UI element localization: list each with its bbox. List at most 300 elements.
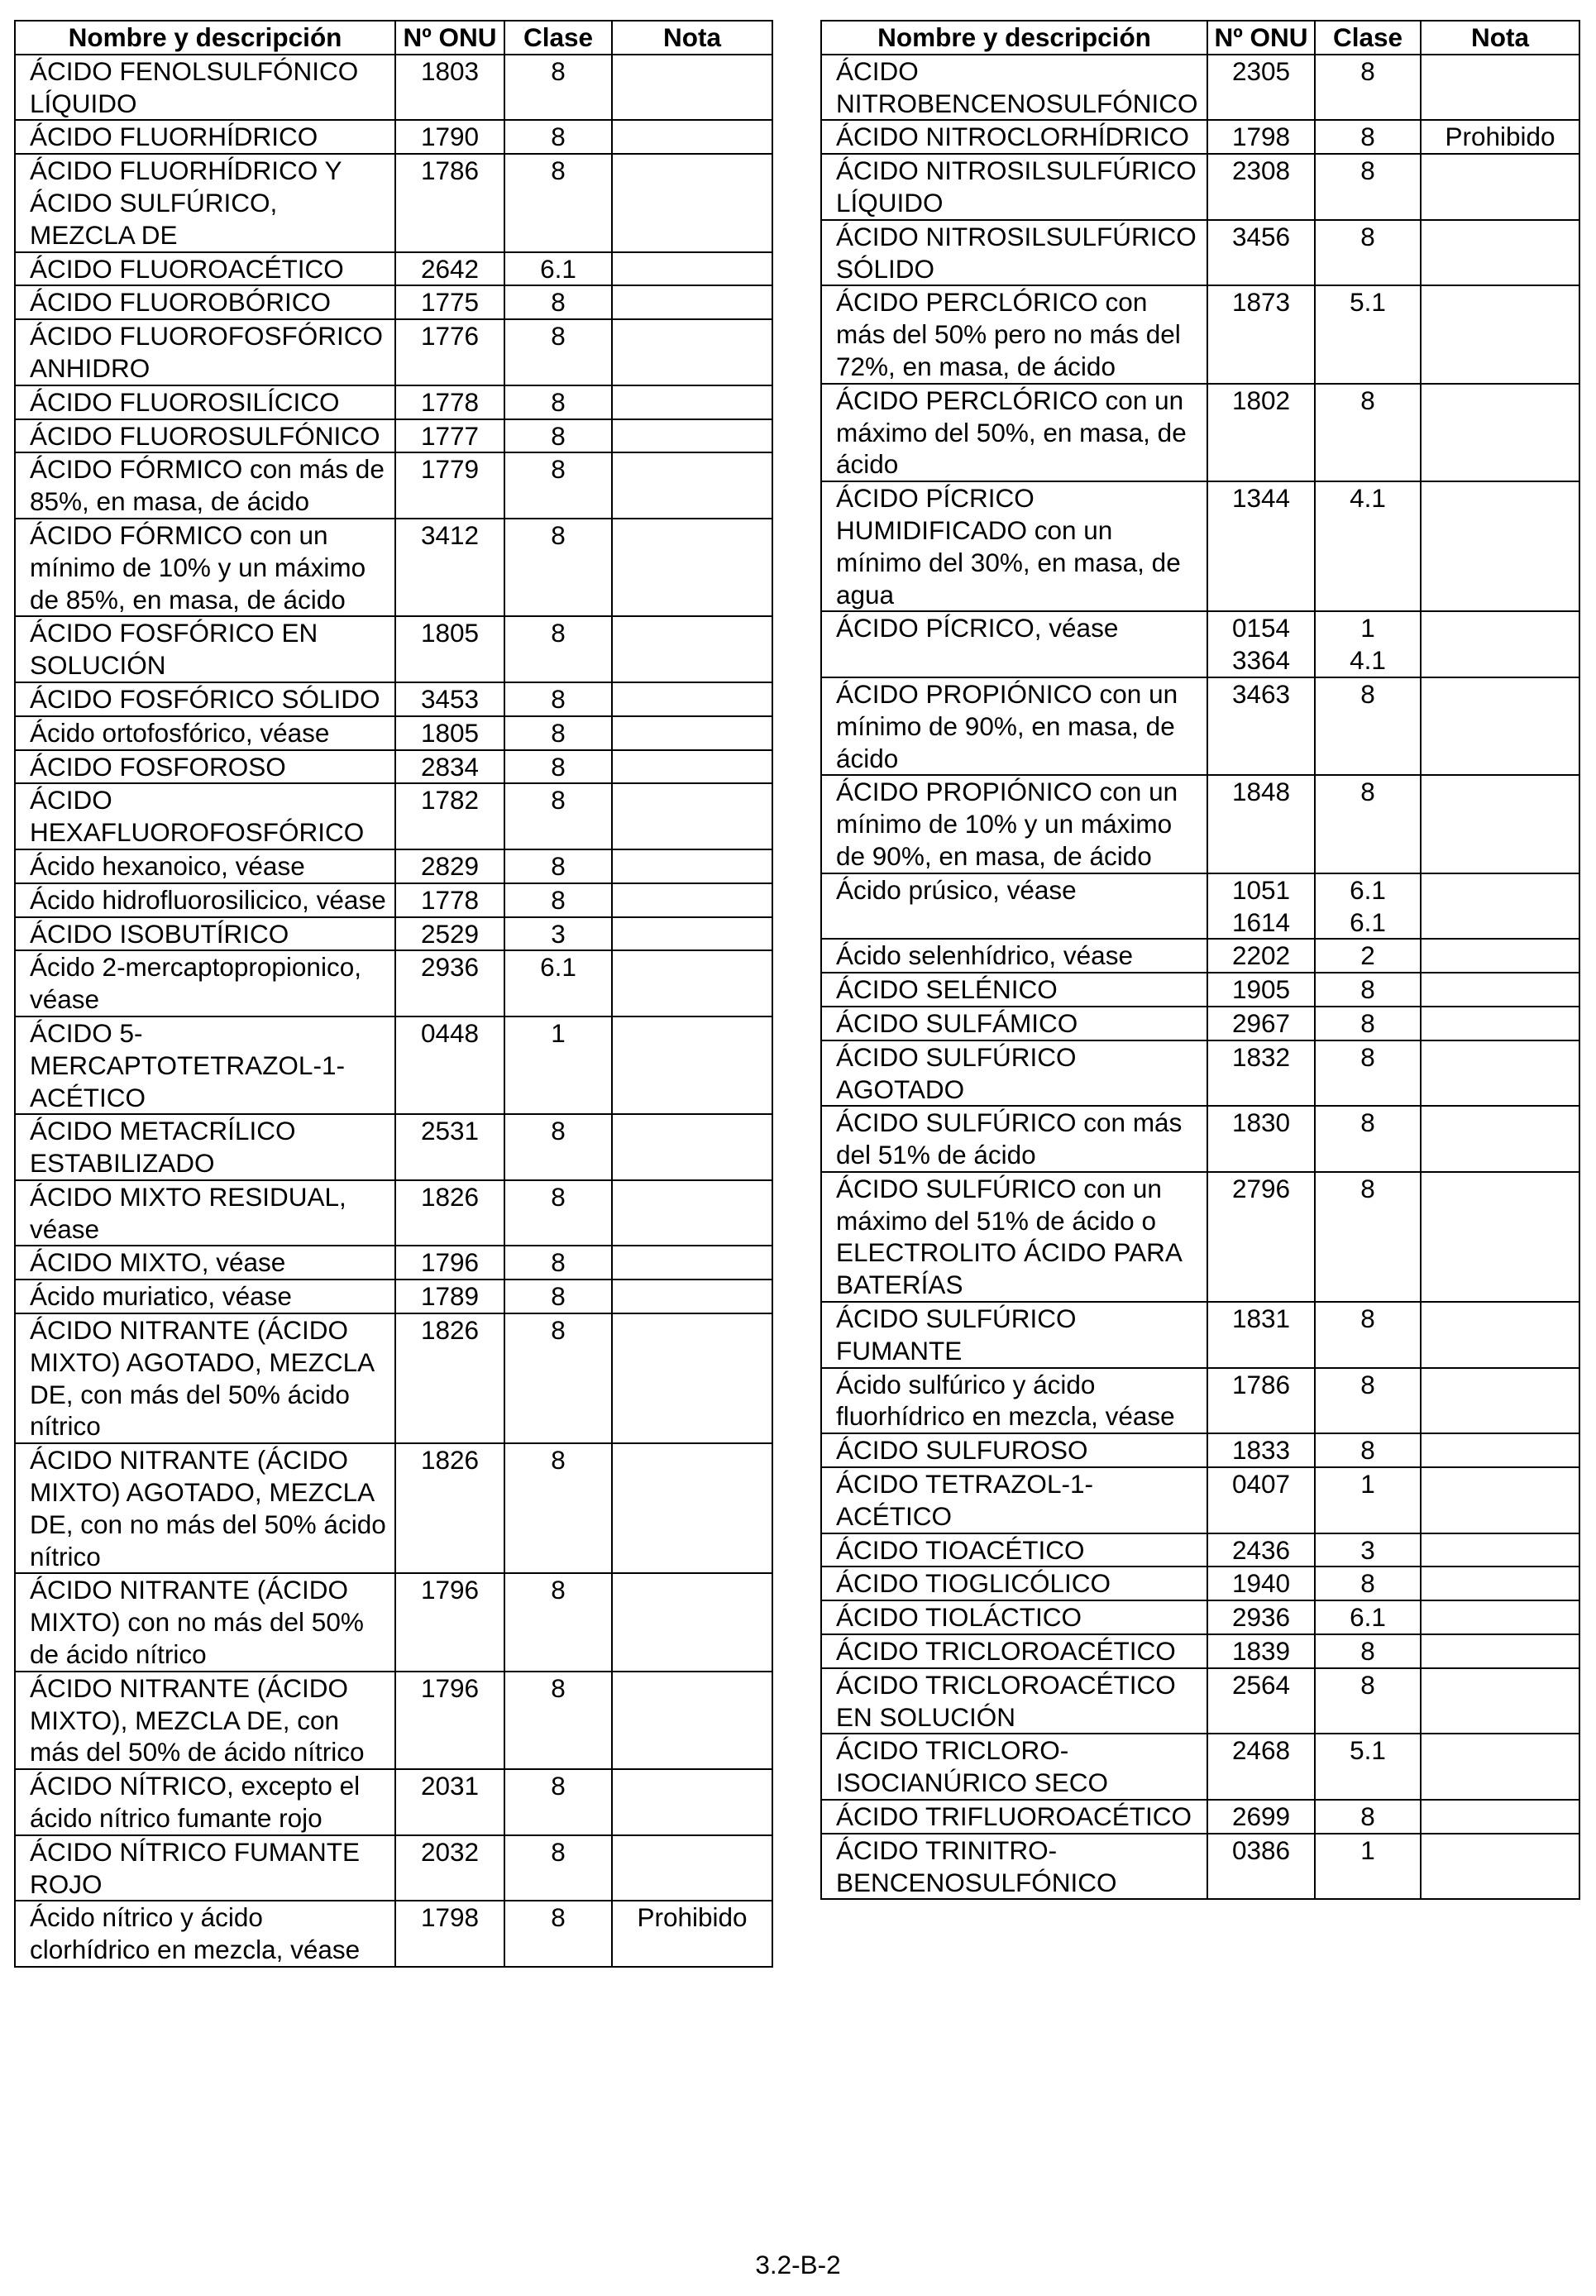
un-number: 1826 <box>395 1443 504 1573</box>
hazard-class: 8 <box>504 883 612 917</box>
substance-name: ÁCIDO FLUOROBÓRICO <box>15 285 395 319</box>
substance-name: Ácido sulfúrico y ácido fluorhídrico en mezcla, véase <box>821 1368 1207 1434</box>
note <box>1421 1007 1579 1040</box>
header-nota: Nota <box>1421 21 1579 55</box>
substance-name: ÁCIDO TRICLORO-ISOCIANÚRICO SECO <box>821 1734 1207 1800</box>
page-number: 3.2-B-2 <box>755 2250 841 2279</box>
substance-name: ÁCIDO NITRANTE (ÁCIDO MIXTO) con no más del 50% de ácido nítrico <box>15 1573 395 1671</box>
note <box>1421 775 1579 873</box>
substance-name: ÁCIDO FOSFÓRICO SÓLIDO <box>15 682 395 716</box>
header-clase: Clase <box>504 21 612 55</box>
table-row <box>15 1180 772 1246</box>
un-number: 1796 <box>395 1246 504 1280</box>
header-onu: Nº ONU <box>395 21 504 55</box>
table-row <box>15 682 772 716</box>
table-row <box>821 973 1579 1007</box>
hazard-class: 8 <box>504 120 612 154</box>
note <box>612 1313 772 1443</box>
substance-name: ÁCIDO PÍCRICO, véase <box>821 611 1207 677</box>
left-table-body <box>15 55 772 1967</box>
note <box>612 1280 772 1313</box>
substance-name: ÁCIDO NITRANTE (ÁCIDO MIXTO), MEZCLA DE, con más del 50% de ácido nítrico <box>15 1672 395 1769</box>
hazard-class: 8 <box>504 1246 612 1280</box>
table-row <box>821 611 1579 677</box>
table-row <box>15 616 772 682</box>
table-row <box>15 319 772 385</box>
substance-name: ÁCIDO SULFÚRICO con un máximo del 51% de ácido o ELECTROLITO ÁCIDO PARA BATERÍAS <box>821 1172 1207 1302</box>
substance-name: Ácido muriatico, véase <box>15 1280 395 1313</box>
hazard-class: 5.1 <box>1315 1734 1421 1800</box>
substance-name: ÁCIDO NITROSILSULFÚRICO SÓLIDO <box>821 220 1207 286</box>
substance-name: ÁCIDO NITROCLORHÍDRICO <box>821 120 1207 154</box>
note <box>1421 55 1579 121</box>
hazard-class: 8 <box>504 319 612 385</box>
table-row <box>821 873 1579 940</box>
table-row <box>821 1302 1579 1368</box>
un-number: 1803 <box>395 55 504 121</box>
un-number: 1802 <box>1207 384 1315 481</box>
substance-name: ÁCIDO TRIFLUOROACÉTICO <box>821 1800 1207 1834</box>
note <box>1421 1533 1579 1567</box>
substance-name: Ácido ortofosfórico, véase <box>15 716 395 750</box>
substance-name: ÁCIDO TRICLOROACÉTICO EN SOLUCIÓN <box>821 1668 1207 1734</box>
table-row <box>821 1734 1579 1800</box>
un-number: 1830 <box>1207 1106 1315 1172</box>
substance-name: Ácido hexanoico, véase <box>15 849 395 883</box>
hazard-class: 6.1 <box>1315 1600 1421 1634</box>
table-row <box>821 1368 1579 1434</box>
header-nota: Nota <box>612 21 772 55</box>
table-row <box>15 849 772 883</box>
header-onu: Nº ONU <box>1207 21 1315 55</box>
substance-name: ÁCIDO TRINITRO-BENCENOSULFÓNICO <box>821 1834 1207 1900</box>
table-row <box>821 1533 1579 1567</box>
un-number: 1777 <box>395 419 504 453</box>
table-row <box>821 1834 1579 1900</box>
un-number: 2305 <box>1207 55 1315 121</box>
substance-name: ÁCIDO PROPIÓNICO con un mínimo de 90%, en masa, de ácido <box>821 677 1207 775</box>
un-number: 1786 <box>395 154 504 251</box>
hazard-class: 8 <box>1315 1007 1421 1040</box>
un-number: 0448 <box>395 1016 504 1114</box>
note <box>612 285 772 319</box>
hazard-class: 8 <box>1315 1106 1421 1172</box>
substance-name: ÁCIDO FENOLSULFÓNICO LÍQUIDO <box>15 55 395 121</box>
substance-name: ÁCIDO ISOBUTÍRICO <box>15 917 395 951</box>
substance-name: ÁCIDO FLUORHÍDRICO <box>15 120 395 154</box>
hazard-class: 8 <box>504 716 612 750</box>
table-row <box>15 783 772 849</box>
un-number: 2531 <box>395 1114 504 1180</box>
header-name: Nombre y descripción <box>15 21 395 55</box>
hazard-class: 8 <box>504 1313 612 1443</box>
un-number: 1775 <box>395 285 504 319</box>
un-number: 2436 <box>1207 1533 1315 1567</box>
hazard-class: 8 <box>1315 1172 1421 1302</box>
note <box>1421 220 1579 286</box>
un-number: 1778 <box>395 385 504 419</box>
substance-name: ÁCIDO PROPIÓNICO con un mínimo de 10% y un máximo de 90%, en masa, de ácido <box>821 775 1207 873</box>
un-number: 1805 <box>395 716 504 750</box>
note <box>1421 1302 1579 1368</box>
substance-name: ÁCIDO PÍCRICO HUMIDIFICADO con un mínimo del 30%, en masa, de agua <box>821 481 1207 611</box>
note <box>1421 1800 1579 1834</box>
table-row <box>15 519 772 616</box>
hazard-class: 8 <box>504 55 612 121</box>
table-row <box>821 775 1579 873</box>
hazard-class: 8 <box>504 419 612 453</box>
substance-name: ÁCIDO PERCLÓRICO con un máximo del 50%, en masa, de ácido <box>821 384 1207 481</box>
table-row <box>821 120 1579 154</box>
un-number: 1833 <box>1207 1433 1315 1467</box>
table-row <box>821 1634 1579 1668</box>
un-number: 1826 <box>395 1180 504 1246</box>
hazard-class: 8 <box>504 452 612 519</box>
un-number: 2032 <box>395 1835 504 1901</box>
note: Prohibido <box>1421 120 1579 154</box>
note <box>612 1114 772 1180</box>
table-row <box>15 750 772 784</box>
substance-name: ÁCIDO NITRANTE (ÁCIDO MIXTO) AGOTADO, MEZCLA DE, con más del 50% ácido nítrico <box>15 1313 395 1443</box>
hazard-class: 8 <box>504 682 612 716</box>
un-number: 1873 <box>1207 285 1315 383</box>
substance-name: ÁCIDO SELÉNICO <box>821 973 1207 1007</box>
table-row <box>821 285 1579 383</box>
hazard-class: 8 <box>504 1901 612 1967</box>
substance-name: ÁCIDO 5-MERCAPTOTETRAZOL-1-ACÉTICO <box>15 1016 395 1114</box>
un-number: 2936 <box>1207 1600 1315 1634</box>
hazard-class: 8 <box>1315 775 1421 873</box>
note <box>1421 1600 1579 1634</box>
un-number: 1789 <box>395 1280 504 1313</box>
un-number: 3463 <box>1207 677 1315 775</box>
table-row <box>15 154 772 251</box>
right-table-body <box>821 55 1579 1900</box>
substance-name: ÁCIDO MIXTO, véase <box>15 1246 395 1280</box>
note <box>612 716 772 750</box>
un-number: 2829 <box>395 849 504 883</box>
un-number: 1790 <box>395 120 504 154</box>
table-row <box>15 1835 772 1901</box>
un-number: 2308 <box>1207 154 1315 220</box>
table-row <box>15 252 772 286</box>
note <box>612 950 772 1016</box>
hazard-class: 8 <box>1315 220 1421 286</box>
table-row <box>15 385 772 419</box>
table-row <box>15 716 772 750</box>
hazard-class: 8 <box>504 1835 612 1901</box>
note <box>612 849 772 883</box>
hazard-class: 8 <box>1315 1634 1421 1668</box>
substance-name: ÁCIDO PERCLÓRICO con más del 50% pero no más del 72%, en masa, de ácido <box>821 285 1207 383</box>
hazard-class: 8 <box>504 849 612 883</box>
note <box>1421 1567 1579 1600</box>
table-row <box>15 1114 772 1180</box>
substance-name: ÁCIDO FOSFÓRICO EN SOLUCIÓN <box>15 616 395 682</box>
note <box>612 883 772 917</box>
right-dangerous-goods-table <box>820 20 1580 1900</box>
table-row <box>821 384 1579 481</box>
table-row <box>15 1573 772 1671</box>
hazard-class: 5.1 <box>1315 285 1421 383</box>
un-number: 1905 <box>1207 973 1315 1007</box>
un-number: 1940 <box>1207 1567 1315 1600</box>
table-row <box>15 1280 772 1313</box>
substance-name: ÁCIDO NITRANTE (ÁCIDO MIXTO) AGOTADO, MEZCLA DE, con no más del 50% ácido nítrico <box>15 1443 395 1573</box>
un-number: 1832 <box>1207 1040 1315 1107</box>
header-name: Nombre y descripción <box>821 21 1207 55</box>
table-row <box>821 55 1579 121</box>
note <box>1421 1433 1579 1467</box>
substance-name: ÁCIDO METACRÍLICO ESTABILIZADO <box>15 1114 395 1180</box>
note <box>612 419 772 453</box>
table-row <box>15 419 772 453</box>
hazard-class: 8 <box>1315 1368 1421 1434</box>
un-number: 1839 <box>1207 1634 1315 1668</box>
hazard-class: 8 <box>1315 973 1421 1007</box>
table-row <box>821 481 1579 611</box>
note <box>612 917 772 951</box>
un-number: 3412 <box>395 519 504 616</box>
note <box>1421 1172 1579 1302</box>
un-number: 0407 <box>1207 1467 1315 1533</box>
substance-name: Ácido nítrico y ácido clorhídrico en mezcla, véase <box>15 1901 395 1967</box>
note <box>612 1672 772 1769</box>
un-number: 3456 <box>1207 220 1315 286</box>
hazard-class: 8 <box>504 1180 612 1246</box>
table-row <box>821 939 1579 973</box>
un-number: 2642 <box>395 252 504 286</box>
note <box>612 385 772 419</box>
table-row <box>821 1668 1579 1734</box>
hazard-class: 8 <box>1315 55 1421 121</box>
un-number: 1805 <box>395 616 504 682</box>
hazard-class: 8 <box>504 519 612 616</box>
substance-name: ÁCIDO FÓRMICO con un mínimo de 10% y un máximo de 85%, en masa, de ácido <box>15 519 395 616</box>
hazard-class: 6.1 <box>504 950 612 1016</box>
note <box>612 252 772 286</box>
substance-name: ÁCIDO FLUOROFOSFÓRICO ANHIDRO <box>15 319 395 385</box>
note <box>612 783 772 849</box>
hazard-class: 3 <box>504 917 612 951</box>
table-row <box>821 1007 1579 1040</box>
substance-name: ÁCIDO FLUOROSULFÓNICO <box>15 419 395 453</box>
table-row <box>821 1106 1579 1172</box>
hazard-class: 1 <box>1315 1467 1421 1533</box>
hazard-class: 4.1 <box>1315 481 1421 611</box>
hazard-class: 8 <box>504 1280 612 1313</box>
hazard-class: 8 <box>1315 1668 1421 1734</box>
hazard-class: 8 <box>1315 384 1421 481</box>
note <box>612 1443 772 1573</box>
note <box>612 1246 772 1280</box>
substance-name: ÁCIDO FLUOROACÉTICO <box>15 252 395 286</box>
note <box>1421 1634 1579 1668</box>
un-number: 1786 <box>1207 1368 1315 1434</box>
note <box>612 750 772 784</box>
hazard-class: 8 <box>504 750 612 784</box>
note <box>1421 939 1579 973</box>
table-row <box>15 285 772 319</box>
hazard-class: 8 <box>1315 154 1421 220</box>
hazard-class: 8 <box>1315 677 1421 775</box>
substance-name: ÁCIDO FÓRMICO con más de 85%, en masa, de ácido <box>15 452 395 519</box>
note <box>612 519 772 616</box>
un-number: 2468 <box>1207 1734 1315 1800</box>
un-number: 1776 <box>395 319 504 385</box>
hazard-class: 8 <box>504 1672 612 1769</box>
table-row <box>821 154 1579 220</box>
table-row <box>821 1567 1579 1600</box>
substance-name: Ácido 2-mercaptopropionico, véase <box>15 950 395 1016</box>
table-row <box>15 1016 772 1114</box>
un-number: 1798 <box>395 1901 504 1967</box>
note <box>1421 285 1579 383</box>
table-row <box>15 55 772 121</box>
substance-name: ÁCIDO NITROSILSULFÚRICO LÍQUIDO <box>821 154 1207 220</box>
un-number: 1798 <box>1207 120 1315 154</box>
substance-name: ÁCIDO FLUOROSILÍCICO <box>15 385 395 419</box>
table-row <box>821 1172 1579 1302</box>
note <box>1421 1467 1579 1533</box>
substance-name: ÁCIDO SULFUROSO <box>821 1433 1207 1467</box>
un-number: 2031 <box>395 1769 504 1835</box>
substance-name: ÁCIDO SULFÚRICO FUMANTE <box>821 1302 1207 1368</box>
un-number: 2564 <box>1207 1668 1315 1734</box>
substance-name: Ácido prúsico, véase <box>821 873 1207 940</box>
substance-name: ÁCIDO TRICLOROACÉTICO <box>821 1634 1207 1668</box>
substance-name: Ácido hidrofluorosilicico, véase <box>15 883 395 917</box>
hazard-class: 8 <box>504 1769 612 1835</box>
un-number: 1051 1614 <box>1207 873 1315 940</box>
hazard-class: 8 <box>504 385 612 419</box>
note <box>612 319 772 385</box>
table-row <box>15 950 772 1016</box>
hazard-class: 8 <box>1315 120 1421 154</box>
note <box>612 1016 772 1114</box>
hazard-class: 8 <box>504 1443 612 1573</box>
note <box>612 1180 772 1246</box>
note <box>1421 154 1579 220</box>
table-row <box>821 1800 1579 1834</box>
table-row <box>821 1600 1579 1634</box>
table-row <box>821 220 1579 286</box>
hazard-class: 8 <box>1315 1433 1421 1467</box>
table-row <box>15 1443 772 1573</box>
un-number: 2529 <box>395 917 504 951</box>
substance-name: ÁCIDO NÍTRICO FUMANTE ROJO <box>15 1835 395 1901</box>
substance-name: ÁCIDO FLUORHÍDRICO Y ÁCIDO SULFÚRICO, MEZCLA DE <box>15 154 395 251</box>
un-number: 2202 <box>1207 939 1315 973</box>
left-dangerous-goods-table <box>14 20 773 1968</box>
un-number: 1782 <box>395 783 504 849</box>
table-row <box>821 1467 1579 1533</box>
note <box>612 154 772 251</box>
substance-name: ÁCIDO FOSFOROSO <box>15 750 395 784</box>
table-row <box>15 1672 772 1769</box>
note <box>1421 1834 1579 1900</box>
un-number: 1779 <box>395 452 504 519</box>
hazard-class: 2 <box>1315 939 1421 973</box>
hazard-class: 3 <box>1315 1533 1421 1567</box>
table-row <box>15 1246 772 1280</box>
substance-name: ÁCIDO TIOGLICÓLICO <box>821 1567 1207 1600</box>
note <box>1421 611 1579 677</box>
note <box>1421 481 1579 611</box>
substance-name: ÁCIDO NÍTRICO, excepto el ácido nítrico fumante rojo <box>15 1769 395 1835</box>
note <box>612 1835 772 1901</box>
note <box>1421 384 1579 481</box>
hazard-class: 8 <box>504 1114 612 1180</box>
un-number: 1848 <box>1207 775 1315 873</box>
hazard-class: 6.1 <box>504 252 612 286</box>
note <box>1421 1368 1579 1434</box>
un-number: 2699 <box>1207 1800 1315 1834</box>
note <box>1421 973 1579 1007</box>
table-header-row <box>821 21 1579 55</box>
substance-name: ÁCIDO TIOACÉTICO <box>821 1533 1207 1567</box>
un-number: 2834 <box>395 750 504 784</box>
table-row <box>821 677 1579 775</box>
un-number: 2796 <box>1207 1172 1315 1302</box>
note <box>1421 1734 1579 1800</box>
table-row <box>15 1313 772 1443</box>
note <box>1421 677 1579 775</box>
substance-name: ÁCIDO MIXTO RESIDUAL, véase <box>15 1180 395 1246</box>
un-number: 1796 <box>395 1672 504 1769</box>
un-number: 0386 <box>1207 1834 1315 1900</box>
table-row <box>15 917 772 951</box>
substance-name: ÁCIDO TIOLÁCTICO <box>821 1600 1207 1634</box>
table-row <box>15 883 772 917</box>
un-number: 1831 <box>1207 1302 1315 1368</box>
hazard-class: 8 <box>1315 1567 1421 1600</box>
note: Prohibido <box>612 1901 772 1967</box>
substance-name: ÁCIDO SULFÚRICO con más del 51% de ácido <box>821 1106 1207 1172</box>
table-row <box>821 1433 1579 1467</box>
note <box>612 120 772 154</box>
substance-name: ÁCIDO NITROBENCENOSULFÓNICO <box>821 55 1207 121</box>
hazard-class: 1 4.1 <box>1315 611 1421 677</box>
hazard-class: 1 <box>504 1016 612 1114</box>
note <box>1421 1040 1579 1107</box>
substance-name: Ácido selenhídrico, véase <box>821 939 1207 973</box>
table-row <box>15 1769 772 1835</box>
hazard-class: 6.1 6.1 <box>1315 873 1421 940</box>
un-number: 1826 <box>395 1313 504 1443</box>
note <box>612 1769 772 1835</box>
substance-name: ÁCIDO HEXAFLUOROFOSFÓRICO <box>15 783 395 849</box>
hazard-class: 8 <box>504 616 612 682</box>
hazard-class: 8 <box>504 783 612 849</box>
un-number: 0154 3364 <box>1207 611 1315 677</box>
note <box>612 682 772 716</box>
header-clase: Clase <box>1315 21 1421 55</box>
table-header-row <box>15 21 772 55</box>
note <box>612 1573 772 1671</box>
hazard-class: 8 <box>1315 1302 1421 1368</box>
hazard-class: 8 <box>504 154 612 251</box>
substance-name: ÁCIDO SULFÁMICO <box>821 1007 1207 1040</box>
table-row <box>821 1040 1579 1107</box>
hazard-class: 8 <box>504 285 612 319</box>
substance-name: ÁCIDO SULFÚRICO AGOTADO <box>821 1040 1207 1107</box>
un-number: 1796 <box>395 1573 504 1671</box>
hazard-class: 8 <box>1315 1040 1421 1107</box>
substance-name: ÁCIDO TETRAZOL-1-ACÉTICO <box>821 1467 1207 1533</box>
hazard-class: 8 <box>1315 1800 1421 1834</box>
note <box>1421 1106 1579 1172</box>
